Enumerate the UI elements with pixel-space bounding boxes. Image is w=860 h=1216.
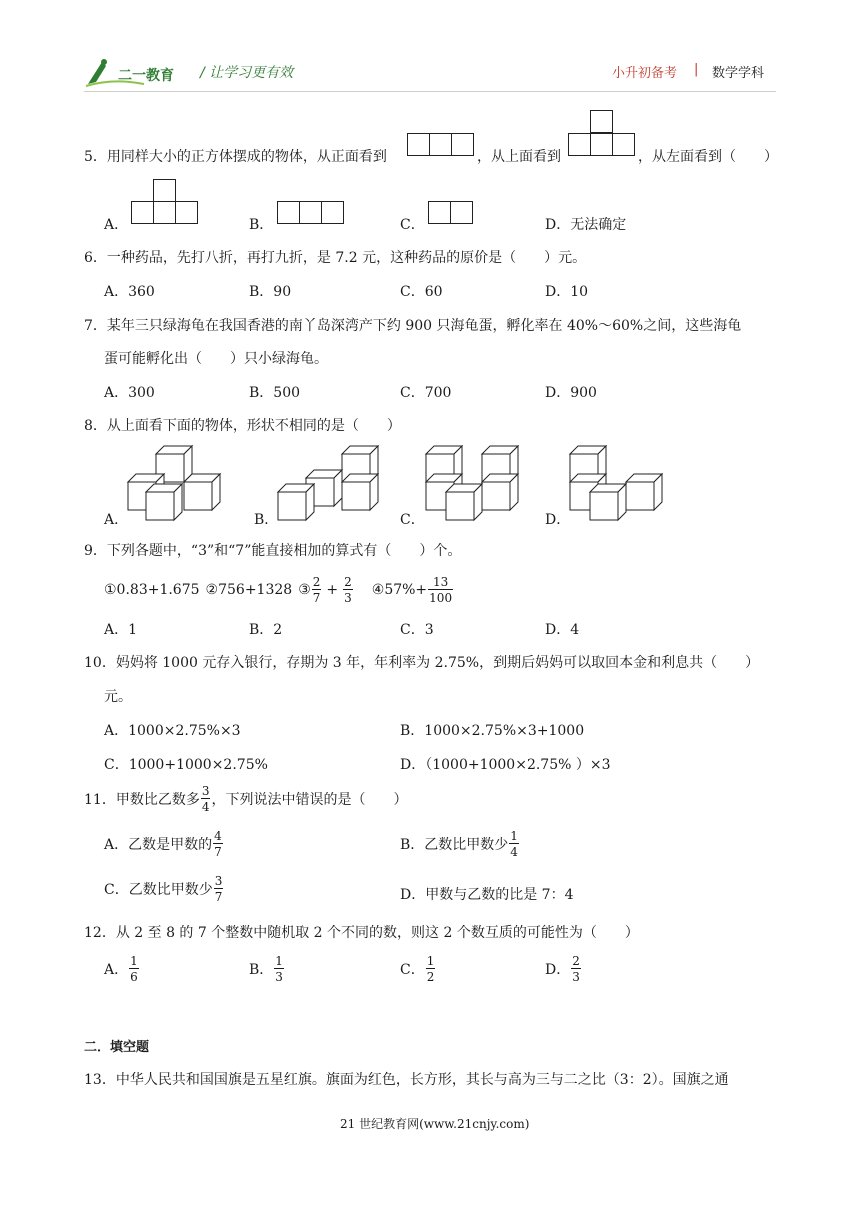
q9-frac-3: $\frac{13}{100}$	[429, 575, 453, 605]
q5-text-c: ，从左面看到（ ）	[638, 149, 778, 165]
q11-option-d[interactable]: D．甲数与乙数的比是 7：4	[400, 887, 574, 903]
q12-option-b[interactable]	[249, 955, 285, 983]
q8-option-a[interactable]: A．	[104, 512, 129, 528]
q8-option-b[interactable]: B．	[254, 512, 279, 528]
q11-frac: $\frac{3}{4}$	[201, 784, 210, 814]
q9-expr-3-prefix: ③	[298, 582, 311, 598]
q10-line2: 元。	[104, 689, 132, 705]
q12-option-c-label: C．	[400, 962, 425, 978]
q12-option-c[interactable]	[400, 955, 436, 983]
q12-option-a-label: A．	[104, 962, 129, 978]
q11-option-b[interactable]	[400, 830, 520, 858]
q8-text: 8．从上面看下面的物体，形状不相同的是（ ）	[84, 418, 401, 434]
q9-expr-2: ②756+1328	[205, 582, 293, 598]
q5-text-b: ，从上面看到	[477, 149, 561, 165]
q7-line1: 7．某年三只绿海龟在我国香港的南丫岛深湾产下约 900 只海龟蛋，孵化率在 40%～60%之间，这些海龟	[84, 318, 742, 334]
footer-text: 21 世纪教育网(www.21cnjy.com)	[340, 1117, 530, 1131]
q8-option-a-figure	[126, 444, 226, 522]
header-divider	[84, 91, 776, 92]
q12-option-d[interactable]	[545, 955, 582, 983]
header-separator: |	[694, 62, 699, 77]
q8-option-d[interactable]: D．	[545, 512, 571, 528]
q8-option-d-figure	[568, 444, 668, 522]
q11-option-c-frac: $\frac{3}{7}$	[214, 874, 223, 904]
q9-frac-1: $\frac{2}{7}$	[312, 575, 321, 605]
q12-option-b-label: B．	[249, 962, 274, 978]
q11-suffix: ，下列说法中错误的是（ ）	[211, 792, 408, 808]
q9-option-a[interactable]: A．1	[104, 622, 138, 638]
q10-option-c[interactable]: C．1000+1000×2.75%	[104, 757, 268, 773]
q10-option-d[interactable]: D．（1000+1000×2.75% ）×3	[400, 757, 611, 773]
q9-option-d[interactable]: D．4	[545, 622, 580, 638]
q9-expr-1: ①0.83+1.675	[104, 582, 200, 598]
q11-option-a-label: A．乙数是甲数的	[104, 837, 213, 853]
q6-option-c[interactable]: C．60	[400, 284, 443, 300]
q10-option-b[interactable]: B．1000×2.75%×3+1000	[400, 723, 585, 739]
q11-option-a-frac: $\frac{4}{7}$	[214, 829, 222, 859]
q9-option-c[interactable]: C．3	[400, 622, 434, 638]
q12-option-d-frac: $\frac{2}{3}$	[572, 954, 580, 984]
q5-option-d[interactable]: D．无法确定	[545, 217, 627, 233]
q11-option-a[interactable]	[104, 830, 224, 858]
q10-line1: 10．妈妈将 1000 元存入银行，存期为 3 年，年利率为 2.75%，到期后妈妈可以取回本金和利息共（ ）	[84, 655, 760, 671]
q12-option-b-frac: $\frac{1}{3}$	[275, 954, 283, 984]
q9-expressions	[104, 576, 454, 604]
q9-frac-2: $\frac{2}{3}$	[344, 575, 352, 605]
q5-option-c-figure	[428, 201, 475, 225]
q13-text: 13．中华人民共和国国旗是五星红旗。旗面为红色，长方形，其长与高为三与二之比（3：2）。国旗之通	[84, 1072, 729, 1088]
q5-top-view	[568, 110, 636, 157]
q7-option-d[interactable]: D．900	[545, 385, 597, 401]
q6-text: 6．一种药品，先打八折，再打九折，是 7.2 元，这种药品的原价是（ ）元。	[84, 250, 587, 266]
q8-option-c-figure	[424, 444, 524, 522]
q9-text: 9．下列各题中，“3”和“7”能直接相加的算式有（ ）个。	[84, 543, 462, 559]
header-exam-label: 小升初备考	[612, 66, 678, 81]
q8-option-b-figure	[276, 444, 386, 522]
q9-plus: +	[326, 582, 339, 598]
q8-option-c[interactable]: C．	[400, 512, 425, 528]
q7-option-c[interactable]: C．700	[400, 385, 452, 401]
q7-option-a[interactable]: A．300	[104, 385, 155, 401]
q5-option-a-figure	[131, 179, 199, 225]
q10-option-a[interactable]: A．1000×2.75%×3	[104, 723, 241, 739]
q5-option-a[interactable]: A．	[104, 217, 129, 233]
q12-text: 12．从 2 至 8 的 7 个整数中随机取 2 个不同的数，则这 2 个数互质的可能性为（ ）	[84, 925, 639, 941]
q11-prefix: 11．甲数比乙数多	[84, 792, 200, 808]
q11-option-b-frac: $\frac{1}{4}$	[510, 829, 518, 859]
q11-option-c[interactable]	[104, 875, 224, 903]
q9-option-b[interactable]: B．2	[249, 622, 283, 638]
logo-icon	[84, 58, 192, 88]
q6-option-a[interactable]: A．360	[104, 284, 155, 300]
q12-option-d-label: D．	[545, 962, 571, 978]
q5-option-b-figure	[277, 201, 345, 225]
q5-front-view	[407, 133, 475, 157]
q12-option-c-frac: $\frac{1}{2}$	[426, 954, 435, 984]
slogan: / 让学习更有效	[200, 65, 294, 81]
q5-option-c[interactable]: C．	[400, 217, 425, 233]
q6-option-b[interactable]: B．90	[249, 284, 292, 300]
q12-option-a-frac: $\frac{1}{6}$	[130, 954, 138, 984]
q7-line2: 蛋可能孵化出（ ）只小绿海龟。	[104, 351, 328, 367]
header-subject-label: 数学学科	[712, 66, 765, 81]
q11-option-b-label: B．乙数比甲数少	[400, 837, 509, 853]
logo-text: 二一教育	[118, 68, 174, 84]
q5-text-a: 5．用同样大小的正方体摆成的物体，从正面看到	[84, 149, 387, 165]
section-title-fill-in: 二．填空题	[84, 1040, 150, 1055]
q9-expr-4-prefix: ④57%+	[371, 582, 428, 598]
q5-option-b[interactable]: B．	[249, 217, 274, 233]
q7-option-b[interactable]: B．500	[249, 385, 301, 401]
q6-option-d[interactable]: D．10	[545, 284, 589, 300]
q11-question	[84, 785, 407, 813]
q11-option-c-label: C．乙数比甲数少	[104, 882, 213, 898]
q12-option-a[interactable]	[104, 955, 140, 983]
